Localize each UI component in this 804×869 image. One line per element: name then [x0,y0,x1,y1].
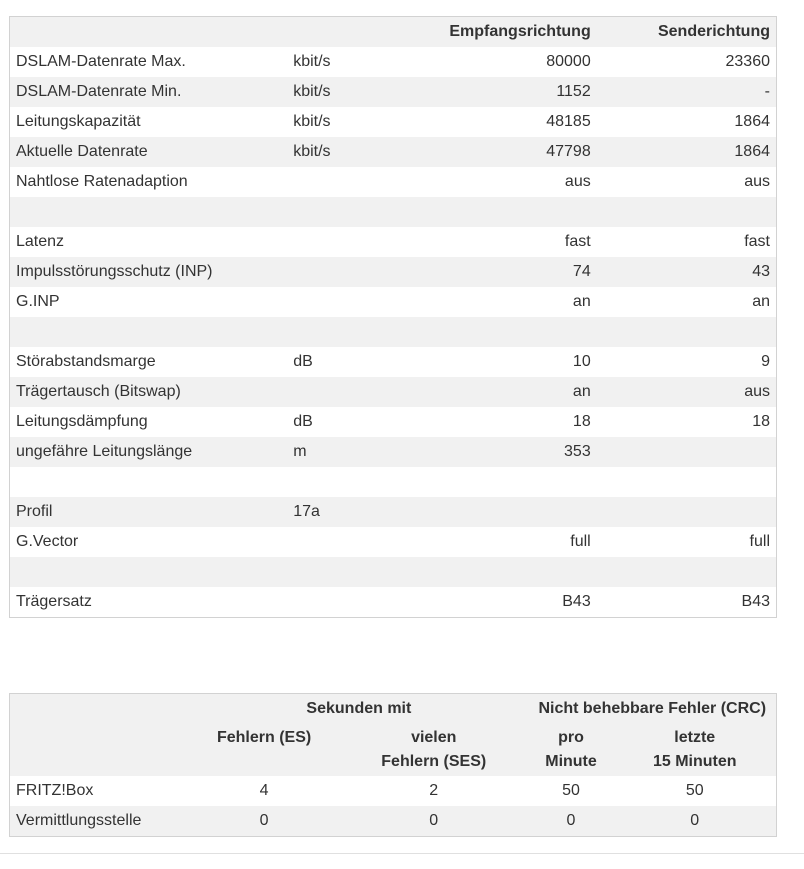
table-row [10,407,777,437]
header-seconds-with: Sekunden mit [189,694,528,725]
table-row [10,287,777,317]
header-downstream: Empfangsrichtung [397,17,597,48]
row-unit [287,257,397,287]
row-crc-per-minute-value: 50 [529,776,614,806]
row-label: Impulsstörungsschutz (INP) [10,257,288,287]
header-crc-per-minute [529,724,614,776]
header-crc-last-15-line1: letzte [674,729,716,746]
row-label: Trägertausch (Bitswap) [10,377,288,407]
header-crc-per-minute-line1: pro [558,729,584,746]
row-label: FRITZ!Box [10,776,190,806]
dsl-spectrum-table [9,16,777,618]
row-downstream-value: 353 [397,437,597,467]
row-downstream-value [397,317,597,347]
row-unit: kbit/s [287,47,397,77]
row-downstream-value: an [397,377,597,407]
row-upstream-value: 1864 [597,137,777,167]
row-label: DSLAM-Datenrate Max. [10,47,288,77]
row-unit [287,587,397,618]
table-row-spacer [10,557,777,587]
row-unit [287,557,397,587]
header-es [189,724,339,776]
error-group-header-row [10,694,777,725]
row-downstream-value: aus [397,167,597,197]
table-row [10,497,777,527]
row-label [10,557,288,587]
row-unit: kbit/s [287,77,397,107]
table-row [10,77,777,107]
row-label: Nahtlose Ratenadaption [10,167,288,197]
table-row [10,227,777,257]
header-upstream: Senderichtung [597,17,777,48]
table-row-spacer [10,197,777,227]
row-downstream-value [397,497,597,527]
row-upstream-value [597,467,777,497]
row-upstream-value: 18 [597,407,777,437]
row-label: Latenz [10,227,288,257]
row-label: Leitungsdämpfung [10,407,288,437]
row-crc-last-15-value: 50 [614,776,777,806]
table-row [10,587,777,618]
row-upstream-value [597,317,777,347]
header-empty [10,724,190,776]
row-upstream-value: B43 [597,587,777,618]
row-upstream-value: an [597,287,777,317]
row-upstream-value [597,557,777,587]
row-ses-value: 0 [339,806,529,837]
row-downstream-value: 74 [397,257,597,287]
row-downstream-value: B43 [397,587,597,618]
row-label: G.Vector [10,527,288,557]
row-downstream-value: 10 [397,347,597,377]
row-label: ungefähre Leitungslänge [10,437,288,467]
header-crc-per-minute-line2: Minute [545,753,597,770]
row-upstream-value: fast [597,227,777,257]
row-unit [287,467,397,497]
row-label: Vermittlungsstelle [10,806,190,837]
table-row [10,776,777,806]
table-row [10,437,777,467]
row-upstream-value [597,497,777,527]
header-crc-last-15-line2: 15 Minuten [652,753,737,770]
row-label [10,317,288,347]
header-ses [339,724,529,776]
header-empty [10,694,190,725]
row-unit [287,377,397,407]
row-unit: dB [287,407,397,437]
row-upstream-value: full [597,527,777,557]
row-unit [287,287,397,317]
row-label [10,467,288,497]
row-upstream-value: 43 [597,257,777,287]
row-upstream-value [597,437,777,467]
table-row [10,527,777,557]
row-downstream-value: full [397,527,597,557]
row-downstream-value: 18 [397,407,597,437]
header-es-label: Fehlern (ES) [216,729,312,746]
row-label: Leitungskapazität [10,107,288,137]
table-row [10,137,777,167]
row-es-value: 0 [189,806,339,837]
header-crc-errors: Nicht behebbare Fehler (CRC) [529,694,777,725]
row-label [10,197,288,227]
row-unit: dB [287,347,397,377]
table-row [10,47,777,77]
row-label: Störabstandsmarge [10,347,288,377]
row-unit: kbit/s [287,107,397,137]
row-unit [287,227,397,257]
row-upstream-value [597,197,777,227]
table-row [10,377,777,407]
row-upstream-value: - [597,77,777,107]
header-ses-line1: vielen [411,729,457,746]
row-unit: kbit/s [287,137,397,167]
error-column-header-row [10,724,777,776]
table-row [10,806,777,837]
row-unit: 17a [287,497,397,527]
row-unit [287,527,397,557]
row-downstream-value: 1152 [397,77,597,107]
table-row [10,257,777,287]
table-row [10,107,777,137]
row-downstream-value: an [397,287,597,317]
row-unit [287,317,397,347]
row-downstream-value: 48185 [397,107,597,137]
row-label: DSLAM-Datenrate Min. [10,77,288,107]
row-downstream-value: 80000 [397,47,597,77]
row-ses-value: 2 [339,776,529,806]
table-row [10,347,777,377]
row-downstream-value: fast [397,227,597,257]
row-downstream-value [397,197,597,227]
row-unit [287,167,397,197]
row-upstream-value: aus [597,167,777,197]
row-label: Profil [10,497,288,527]
row-crc-last-15-value: 0 [614,806,777,837]
row-crc-per-minute-value: 0 [529,806,614,837]
row-upstream-value: 1864 [597,107,777,137]
row-upstream-value: 23360 [597,47,777,77]
header-ses-line2: Fehlern (SES) [381,753,487,770]
row-downstream-value: 47798 [397,137,597,167]
row-downstream-value [397,467,597,497]
row-upstream-value: aus [597,377,777,407]
footer-divider [0,853,804,854]
error-statistics-table [9,693,777,837]
row-label: G.INP [10,287,288,317]
row-label: Trägersatz [10,587,288,618]
table-row-spacer [10,467,777,497]
row-upstream-value: 9 [597,347,777,377]
row-es-value: 4 [189,776,339,806]
row-downstream-value [397,557,597,587]
row-label: Aktuelle Datenrate [10,137,288,167]
table-header-row [10,17,777,48]
row-unit: m [287,437,397,467]
header-label-empty [10,17,288,48]
row-unit [287,197,397,227]
header-crc-last-15 [614,724,777,776]
table-row-spacer [10,317,777,347]
table-row [10,167,777,197]
header-unit-empty [287,17,397,48]
